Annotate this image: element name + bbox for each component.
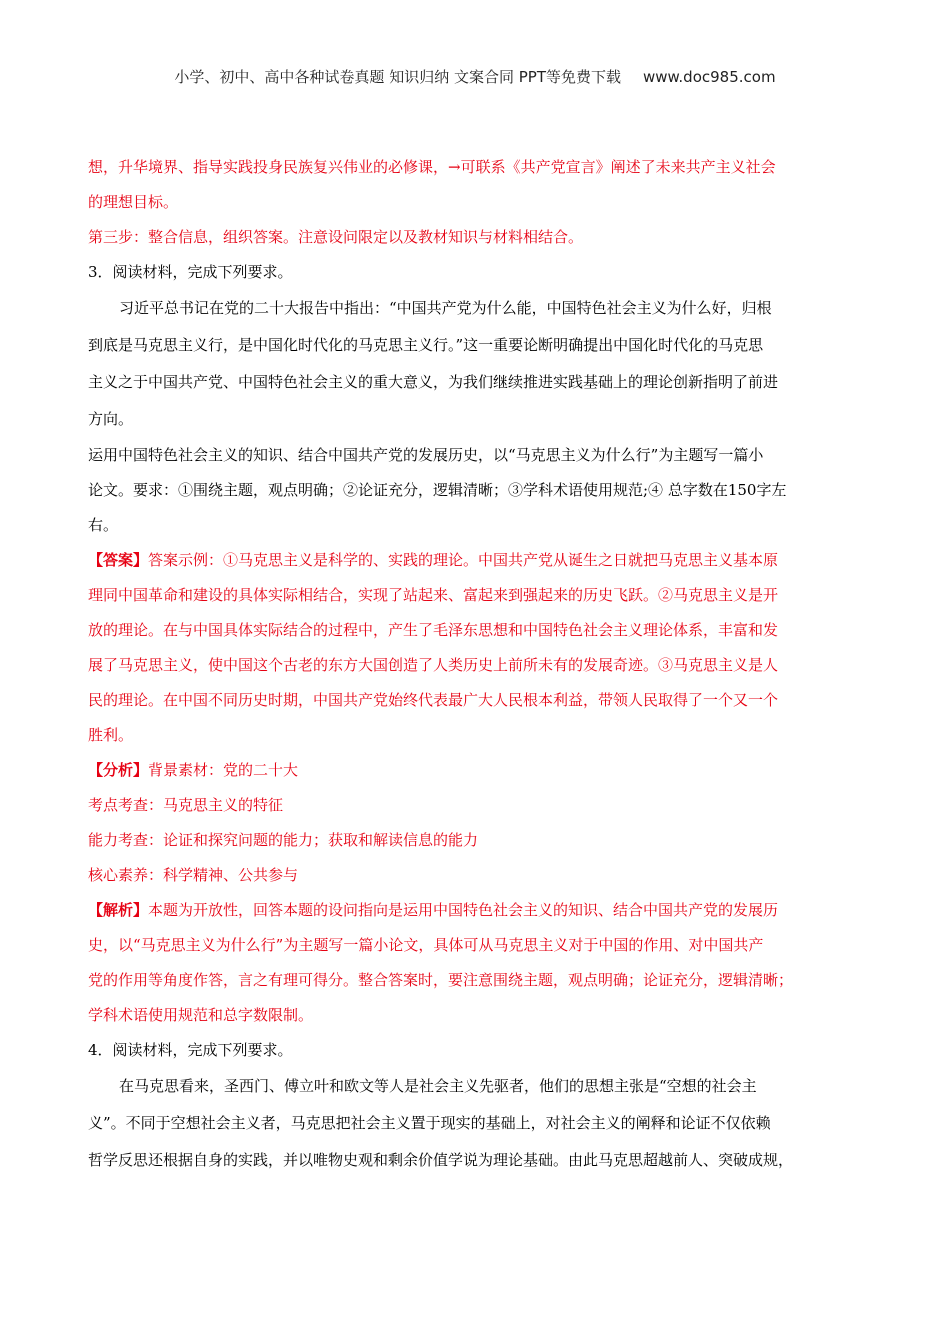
document-body [88,150,868,1179]
answer-tag: 【答案】 [88,551,149,569]
header-site-link[interactable]: www.doc985.com [642,68,776,86]
q3-answer-line: 放的理论。在与中国具体实际结合的过程中，产生了毛泽东思想和中国特色社会主义理论体系，丰富和发 [88,621,779,639]
q3-explain-line [88,893,868,928]
page-header [0,66,950,87]
q3-analysis-line: 核心素养：科学精神、公共参与 [88,866,299,884]
q3-material-line: 到底是马克思主义行，是中国化时代化的马克思主义行。”这一重要论断明确提出中国化时代化的马克思 [88,336,764,354]
q3-answer-line: 胜利。 [88,726,134,744]
explain-tag: 【解析】 [88,901,149,919]
explain-text: 本题为开放性，回答本题的设问指向是运用中国特色社会主义的知识、结合中国共产党的发展历 [148,901,779,919]
q3-analysis-line [88,753,868,788]
q3-answer-line: 民的理论。在中国不同历史时期，中国共产党始终代表最广大人民根本利益，带领人民取得了一个又一个 [88,691,779,709]
q4-material-line: 义”。不同于空想社会主义者，马克思把社会主义置于现实的基础上，对社会主义的阐释和论证不仅依赖 [88,1114,771,1132]
q3-analysis-line: 能力考查：论证和探究问题的能力；获取和解读信息的能力 [88,831,479,849]
q3-answer-line: 展了马克思主义，使中国这个古老的东方大国创造了人类历史上前所未有的发展奇迹。③马克思主义是人 [88,656,779,674]
q3-material-line: 方向。 [88,410,134,428]
q4-material-line: 在马克思看来，圣西门、傅立叶和欧文等人是社会主义先驱者，他们的思想主张是“空想的社会主 [119,1077,757,1095]
q3-material-line: 主义之于中国共产党、中国特色社会主义的重大意义，为我们继续推进实践基础上的理论创新指明了前进 [88,373,779,391]
q3-requirement-line: 运用中国特色社会主义的知识、结合中国共产党的发展历史，以“马克思主义为什么行”为主题写一篇小 [88,446,764,464]
q3-answer-line [88,543,868,578]
q3-requirement-line: 右。 [88,516,119,534]
analysis-tag: 【分析】 [88,761,149,779]
q3-explain-line: 学科术语使用规范和总字数限制。 [88,1006,314,1024]
q4-material-line: 哲学反思还根据自身的实践，并以唯物史观和剩余价值学说为理论基础。由此马克思超越前人、突破成规， [88,1151,794,1169]
question-4-title: 4．阅读材料，完成下列要求。 [88,1041,293,1059]
q3-answer-line: 理同中国革命和建设的具体实际相结合，实现了站起来、富起来到强起来的历史飞跃。②马克思主义是开 [88,586,779,604]
q3-explain-line: 党的作用等角度作答，言之有理可得分。整合答案时，要注意围绕主题，观点明确；论证充分，逻辑清晰； [88,971,794,989]
q3-explain-line: 史，以“马克思主义为什么行”为主题写一篇小论文，具体可从马克思主义对于中国的作用、对中国共产 [88,936,764,954]
answer-text: 答案示例：①马克思主义是科学的、实践的理论。中国共产党从诞生之日就把马克思主义基本原 [148,551,779,569]
prev-analysis-line: 想，升华境界、指导实践投身民族复兴伟业的必修课，→可联系《共产党宣言》阐述了未来共产主义社会 [88,158,776,176]
q3-analysis-line: 考点考查：马克思主义的特征 [88,796,284,814]
analysis-text: 背景素材：党的二十大 [148,761,299,779]
q3-material-line: 习近平总书记在党的二十大报告中指出：“中国共产党为什么能，中国特色社会主义为什么好，归根 [119,299,772,317]
step3-line: 第三步：整合信息，组织答案。注意设问限定以及教材知识与材料相结合。 [88,228,584,246]
q3-requirement-line: 论文。要求：①围绕主题，观点明确；②论证充分，逻辑清晰；③学科术语使用规范;④ 总字数在150字左 [88,481,787,499]
prev-analysis-line: 的理想目标。 [88,193,179,211]
header-text: 小学、初中、高中各种试卷真题 知识归纳 文案合同 PPT等免费下载 [174,68,621,86]
question-3-title: 3．阅读材料，完成下列要求。 [88,263,293,281]
